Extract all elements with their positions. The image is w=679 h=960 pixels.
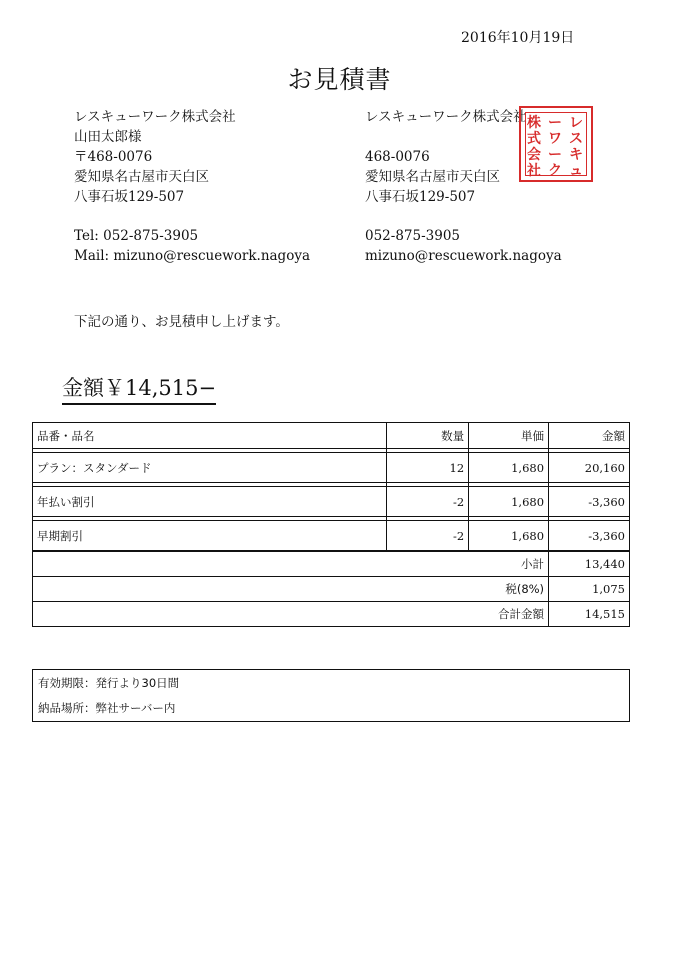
item-unit: 1,680 — [469, 453, 549, 483]
item-qty: -2 — [387, 487, 469, 517]
total-label: 合計金額 — [33, 602, 549, 627]
issue-date: 2016年10月19日 — [461, 30, 575, 46]
validity-note: 有効期限：発行より30日間 — [38, 676, 180, 690]
issuer-company: レスキューワーク株式会社 — [365, 109, 527, 125]
item-amount: -3,360 — [549, 521, 630, 551]
spacer — [365, 207, 562, 226]
recipient-person: 山田太郎様 — [74, 129, 142, 145]
subtotal-row — [33, 552, 630, 577]
table-row — [33, 521, 630, 551]
intro-text: 下記の通り、お見積申し上げます。 — [74, 314, 289, 330]
spacer — [74, 207, 310, 226]
seal-text-col2: ー ワ ー ク — [548, 115, 562, 179]
total-amount-heading: 金額￥14,515− — [62, 374, 216, 405]
subtotal-label: 小計 — [33, 552, 549, 577]
tax-value: 1,075 — [549, 577, 630, 602]
header-unit: 単価 — [469, 423, 549, 449]
totals-table — [32, 551, 630, 627]
recipient-address1: 愛知県名古屋市天白区 — [74, 169, 209, 185]
tax-label: 税(8%) — [33, 577, 549, 602]
document-title: お見積書 — [287, 65, 392, 94]
header-qty: 数量 — [387, 423, 469, 449]
seal-text-col3: 株 式 会 社 — [527, 115, 541, 179]
recipient-company: レスキューワーク株式会社 — [74, 109, 236, 125]
recipient-mail: Mail: mizuno@rescuework.nagoya — [74, 248, 311, 264]
item-amount: -3,360 — [549, 487, 630, 517]
item-name: 早期割引 — [33, 521, 387, 551]
tax-row — [33, 577, 630, 602]
company-seal-stamp — [519, 106, 593, 182]
recipient-postal: 〒468-0076 — [74, 149, 153, 165]
recipient-address2: 八事石坂129-507 — [74, 189, 185, 205]
issuer-mail: mizuno@rescuework.nagoya — [365, 248, 562, 264]
table-header-row — [33, 423, 630, 449]
recipient-tel: Tel: 052-875-3905 — [74, 228, 199, 244]
issuer-tel: 052-875-3905 — [365, 228, 461, 244]
issuer-address2: 八事石坂129-507 — [365, 189, 476, 205]
delivery-note: 納品場所：弊社サーバー内 — [38, 701, 176, 715]
notes-box — [32, 669, 630, 722]
item-name: 年払い割引 — [33, 487, 387, 517]
table-row — [33, 487, 630, 517]
item-unit: 1,680 — [469, 521, 549, 551]
table-row — [33, 453, 630, 483]
total-value: 14,515 — [549, 602, 630, 627]
issuer-postal: 468-0076 — [365, 149, 430, 165]
header-amount: 金額 — [549, 423, 630, 449]
subtotal-value: 13,440 — [549, 552, 630, 577]
seal-text-col1: レ ス キ ュ — [569, 115, 583, 179]
item-qty: 12 — [387, 453, 469, 483]
seal-inner-border — [525, 112, 587, 179]
item-name: プラン：スタンダード — [33, 453, 387, 483]
total-row — [33, 602, 630, 627]
issuer-address1: 愛知県名古屋市天白区 — [365, 169, 500, 185]
item-amount: 20,160 — [549, 453, 630, 483]
item-qty: -2 — [387, 521, 469, 551]
items-table — [32, 422, 630, 551]
header-name: 品番・品名 — [33, 423, 387, 449]
item-unit: 1,680 — [469, 487, 549, 517]
recipient-block — [74, 107, 310, 266]
